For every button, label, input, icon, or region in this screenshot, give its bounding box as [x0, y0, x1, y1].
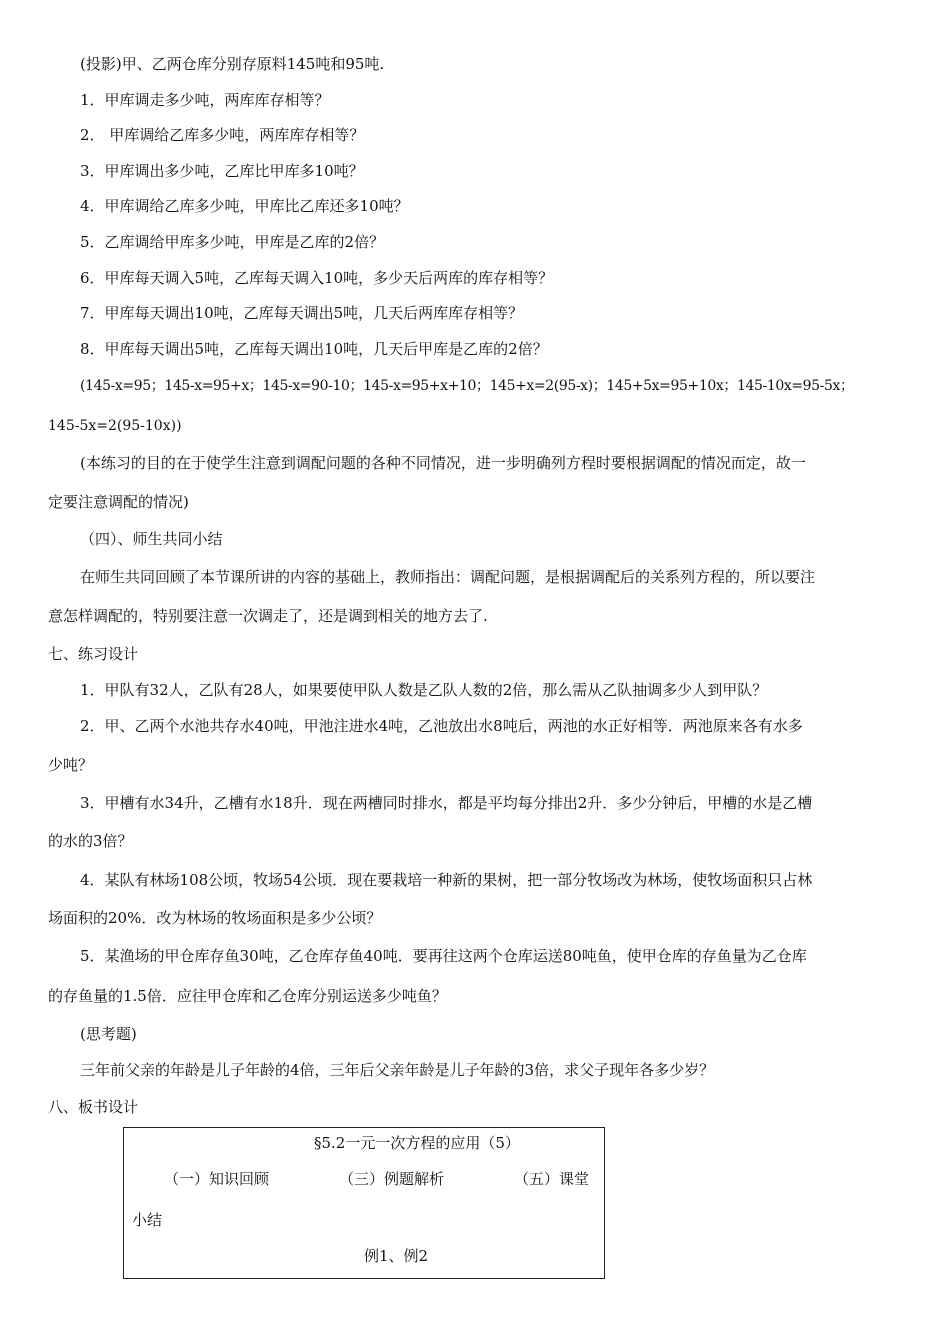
exercise-4-line-2: 场面积的20%．改为林场的牧场面积是多少公顷？: [48, 909, 382, 927]
exercise-5-line-1: 5．某渔场的甲仓库存鱼30吨，乙仓库存鱼40吨．要再往这两个仓库运送80吨鱼，使甲仓库的存鱼量为乙仓库: [80, 947, 807, 965]
question-4: 4．甲库调给乙库多少吨，甲库比乙库还多10吨？: [80, 197, 409, 215]
exercise-3-line-2: 的水的3倍？: [48, 832, 133, 850]
exercise-4-line-1: 4．某队有林场108公顷，牧场54公顷．现在要栽培一种新的果树，把一部分牧场改为林场，使牧场面积只占林: [80, 871, 813, 889]
board-examples: 例1、例2: [364, 1247, 429, 1265]
question-1: 1．甲库调走多少吨，两库库存相等？: [80, 91, 330, 109]
question-3: 3．甲库调出多少吨，乙库比甲库多10吨？: [80, 162, 364, 180]
board-item-5: （五）课堂: [514, 1170, 590, 1188]
question-5: 5．乙库调给甲库多少吨，甲库是乙库的2倍？: [80, 233, 385, 251]
section-8-heading: 八、板书设计: [48, 1098, 139, 1116]
summary-line-1: 在师生共同回顾了本节课所讲的内容的基础上，教师指出：调配问题，是根据调配后的关系列方程的，所以要注: [80, 568, 816, 586]
blackboard-design-box: [123, 1127, 605, 1279]
think-question: 三年前父亲的年龄是儿子年龄的4倍，三年后父亲年龄是儿子年龄的3倍，求父子现年各多少岁？: [80, 1061, 715, 1079]
question-2: 2． 甲库调给乙库多少吨，两库库存相等？: [80, 126, 365, 144]
note-line-2: 定要注意调配的情况): [48, 493, 189, 511]
think-heading: (思考题): [80, 1025, 137, 1043]
note-line-1: (本练习的目的在于使学生注意到调配问题的各种不同情况，进一步明确列方程时要根据调配的情况而定，故一: [80, 454, 806, 472]
board-item-3: （三）例题解析: [339, 1170, 445, 1188]
question-8: 8．甲库每天调出5吨，乙库每天调出10吨，几天后甲库是乙库的2倍？: [80, 340, 548, 358]
board-item-5-cont: 小结: [132, 1211, 163, 1229]
answers-line-2: 145-5x=2(95-10x)): [48, 418, 182, 434]
board-item-1: （一）知识回顾: [164, 1170, 270, 1188]
question-7: 7．甲库每天调出10吨，乙库每天调出5吨，几天后两库库存相等？: [80, 304, 524, 322]
exercise-2-line-1: 2．甲、乙两个水池共存水40吨，甲池注进水4吨，乙池放出水8吨后，两池的水正好相等．两池原来各有水多: [80, 717, 803, 735]
exercise-1: 1．甲队有32人，乙队有28人，如果要使甲队人数是乙队人数的2倍，那么需从乙队抽调多少人到甲队？: [80, 681, 768, 699]
exercise-2-line-2: 少吨？: [48, 756, 94, 774]
section-4-heading: （四）、师生共同小结: [80, 530, 223, 548]
intro-line: (投影)甲、乙两仓库分别存原料145吨和95吨.: [80, 55, 385, 73]
board-title: §5.2一元一次方程的应用（5）: [314, 1134, 520, 1152]
question-6: 6．甲库每天调入5吨，乙库每天调入10吨，多少天后两库的库存相等？: [80, 269, 554, 287]
section-7-heading: 七、练习设计: [48, 645, 139, 663]
summary-line-2: 意怎样调配的，特别要注意一次调走了，还是调到相关的地方去了.: [48, 607, 488, 625]
answers-line-1: (145-x=95；145-x=95+x；145-x=90-10；145-x=95+x+10；145+x=2(95-x)；145+5x=95+10x；145-10x=95-5x；: [80, 378, 854, 394]
exercise-3-line-1: 3．甲槽有水34升，乙槽有水18升．现在两槽同时排水，都是平均每分排出2升．多少分钟后，甲槽的水是乙槽: [80, 794, 813, 812]
exercise-5-line-2: 的存鱼量的1.5倍．应往甲仓库和乙仓库分别运送多少吨鱼？: [48, 987, 447, 1005]
